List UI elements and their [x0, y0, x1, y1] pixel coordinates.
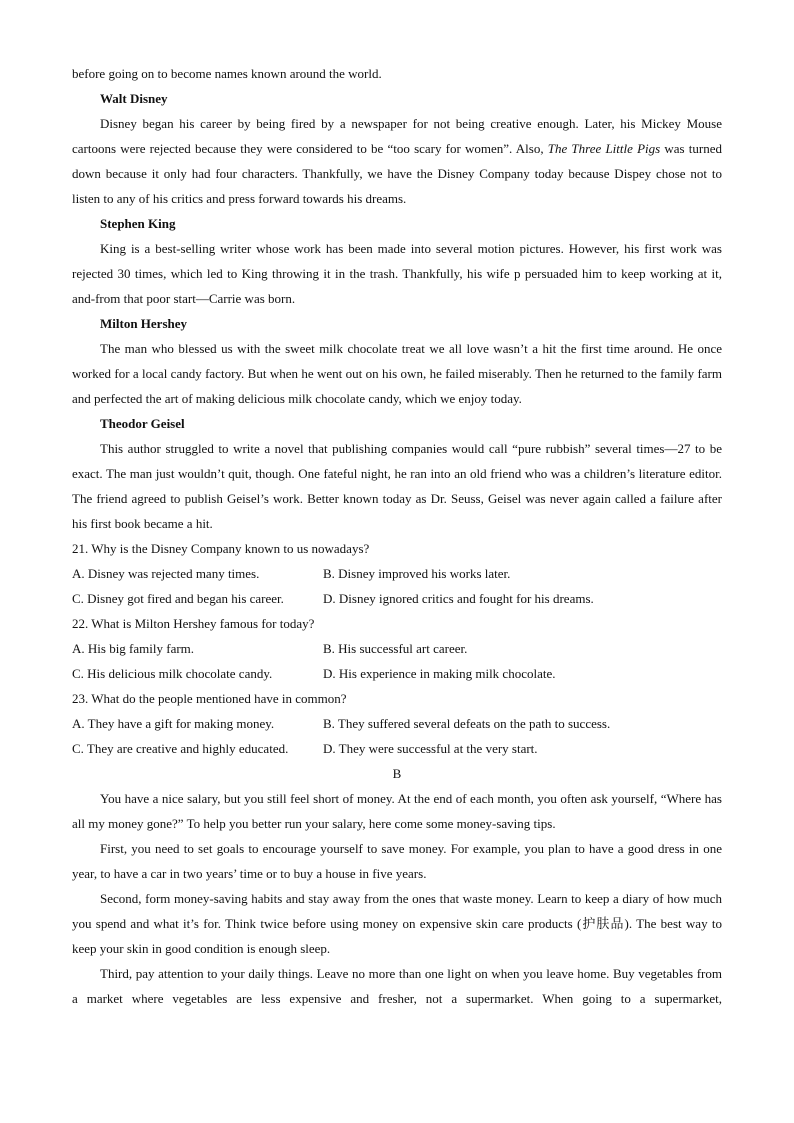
- question-stem: 22. What is Milton Hershey famous for today?: [72, 616, 315, 631]
- option-row: [72, 636, 722, 661]
- option: C. They are creative and highly educated.: [72, 741, 289, 756]
- section-text: [72, 111, 722, 211]
- option: C. His delicious milk chocolate candy.: [72, 666, 273, 681]
- option: D. Disney ignored critics and fought for his dreams.: [323, 591, 594, 606]
- section-heading: Theodor Geisel: [100, 416, 185, 431]
- document-page: [72, 61, 722, 1011]
- option: B. Disney improved his works later.: [323, 566, 511, 581]
- section-text: This author struggled to write a novel that publishing companies would call “pure rubbish” several times—27 to be exact. The man just wouldn’t quit, though. One fateful night, he ran into an old friend who was a children’s literature editor. The friend agreed to publish Geisel’s work. Better known today as Dr. Seuss, Geisel was never again called a failure after his first book became a hit.: [72, 441, 722, 531]
- paragraph: You have a nice salary, but you still feel short of money. At the end of each month, you often ask yourself, “Where has all my money gone?” To help you better run your salary, here come some money-saving tips.: [72, 791, 722, 831]
- option: D. They were successful at the very start.: [323, 741, 538, 756]
- intro-end: before going on to become names known around the world.: [72, 66, 382, 81]
- option: D. His experience in making milk chocolate.: [323, 666, 556, 681]
- paragraph: First, you need to set goals to encourage yourself to save money. For example, you plan to have a good dress in one year, to have a car in two years’ time or to buy a house in five years.: [72, 841, 722, 881]
- option: B. His successful art career.: [323, 641, 468, 656]
- option-row: [72, 586, 722, 611]
- paragraph: Second, form money-saving habits and stay away from the ones that waste money. Learn to keep a diary of how much you spend and what it’s for. Think twice before using money on expensive skin care products (护肤品). The best way to keep your skin in good condition is enough sleep.: [72, 891, 722, 956]
- option: A. His big family farm.: [72, 641, 195, 656]
- section-text: King is a best-selling writer whose work has been made into several motion pictures. However, his first work was rejected 30 times, which led to King throwing it in the trash. Thankfully, his wife p persuaded him to keep working at it, and-from that poor start—Carrie was born.: [72, 241, 722, 306]
- question-stem: 23. What do the people mentioned have in common?: [72, 691, 347, 706]
- option: C. Disney got fired and began his career.: [72, 591, 284, 606]
- option: A. Disney was rejected many times.: [72, 566, 260, 581]
- section-heading: Milton Hershey: [100, 316, 188, 331]
- section-heading: Walt Disney: [100, 91, 168, 106]
- passage-label: B: [392, 766, 402, 781]
- section-text: The man who blessed us with the sweet milk chocolate treat we all love wasn’t a hit the first time around. He once worked for a local candy factory. But when he went out on his own, he failed miserably. Then he returned to the family farm and perfected the art of making delicious milk chocolate candy, which we enjoy today.: [72, 341, 722, 406]
- option-row: [72, 561, 722, 586]
- option-row: [72, 711, 722, 736]
- paragraph: Third, pay attention to your daily things. Leave no more than one light on when you leave home. Buy vegetables from a market where vegetables are less expensive and fresher, not a supermarket. When going to a supermarket,: [72, 966, 722, 1006]
- section-heading: Stephen King: [100, 216, 176, 231]
- option: A. They have a gift for making money.: [72, 716, 275, 731]
- text-part: was turned down because it only had four characters. Thankfully, we have the Disney Company today because Dispey chose not to listen to any of his critics and press forward towards his dreams.: [72, 141, 722, 206]
- option: B. They suffered several defeats on the path to success.: [323, 716, 611, 731]
- book-title: The Three Little Pigs: [547, 141, 661, 156]
- text-part: Disney began his career by being fired by a newspaper for not being creative enough. Later, his Mickey Mouse cartoons were rejected because they were considered to be “too scary for women”. Also,: [72, 116, 722, 156]
- option-row: [72, 736, 722, 761]
- question-stem: 21. Why is the Disney Company known to us nowadays?: [72, 541, 370, 556]
- option-row: [72, 661, 722, 686]
